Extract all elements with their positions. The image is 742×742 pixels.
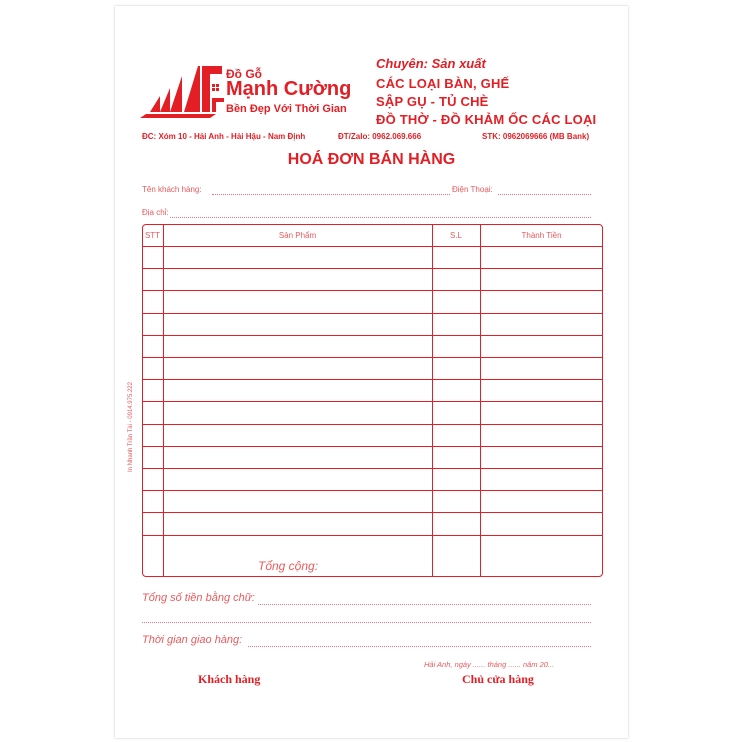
amount-in-words-field[interactable] bbox=[258, 604, 591, 605]
house-building-logo-icon bbox=[140, 62, 240, 122]
table-row-divider bbox=[142, 424, 603, 425]
table-row-divider bbox=[142, 401, 603, 402]
specialty-heading: Chuyên: Sản xuất bbox=[376, 56, 486, 71]
customer-signature-label: Khách hàng bbox=[198, 672, 261, 686]
table-row-divider bbox=[142, 335, 603, 336]
table-row-divider bbox=[142, 290, 603, 291]
invoice-title: HOÁ ĐƠN BÁN HÀNG bbox=[287, 151, 456, 168]
delivery-time-label: Thời gian giao hàng: bbox=[142, 634, 243, 646]
specialty-line: SẬP GỤ - TỦ CHÈ bbox=[376, 94, 489, 109]
customer-phone-label: Điện Thoại: bbox=[452, 185, 493, 194]
customer-address-label: Địa chỉ: bbox=[142, 208, 169, 217]
header-quantity: S.L bbox=[449, 231, 462, 240]
table-row-divider bbox=[142, 379, 603, 380]
customer-address-field[interactable] bbox=[170, 217, 591, 218]
header-stt: STT bbox=[144, 231, 161, 240]
table-row-divider bbox=[142, 468, 603, 469]
table-row-divider bbox=[142, 246, 603, 247]
amount-in-words-field-continued[interactable] bbox=[142, 622, 591, 623]
table-row-divider bbox=[142, 268, 603, 269]
total-label: Tổng cộng: bbox=[258, 559, 319, 573]
customer-name-field[interactable] bbox=[212, 194, 450, 195]
shop-bank-account: STK: 0962069666 (MB Bank) bbox=[482, 132, 590, 141]
specialty-line: CÁC LOẠI BÀN, GHẾ bbox=[376, 76, 510, 91]
brand-name: Mạnh Cường bbox=[226, 78, 352, 100]
amount-in-words-label: Tổng số tiền bằng chữ: bbox=[142, 592, 255, 604]
delivery-time-field[interactable] bbox=[248, 646, 591, 647]
table-row-divider bbox=[142, 357, 603, 358]
table-row-divider bbox=[142, 512, 603, 513]
header-amount: Thành Tiền bbox=[521, 231, 562, 240]
customer-name-label: Tên khách hàng: bbox=[142, 185, 202, 194]
brand-slogan: Bền Đẹp Với Thời Gian bbox=[226, 103, 347, 115]
date-line: Hải Anh, ngày ...... tháng ...... năm 20... bbox=[424, 660, 555, 669]
customer-phone-field[interactable] bbox=[498, 194, 591, 195]
shop-phone: ĐT/Zalo: 0962.069.666 bbox=[338, 132, 422, 141]
table-row-divider bbox=[142, 446, 603, 447]
specialty-line: ĐỒ THỜ - ĐỒ KHẢM ỐC CÁC LOẠI bbox=[376, 112, 597, 127]
owner-signature-label: Chủ cửa hàng bbox=[462, 672, 534, 686]
table-row-divider bbox=[142, 313, 603, 314]
header-product: Sản Phẩm bbox=[278, 231, 317, 240]
printer-note: In Nhanh Trần Tài - 0914.975.222 bbox=[128, 382, 134, 472]
table-row-divider bbox=[142, 490, 603, 491]
shop-address: ĐC: Xóm 10 - Hải Anh - Hải Hậu - Nam Định bbox=[142, 132, 306, 141]
brand-prefix: Đồ Gỗ bbox=[226, 67, 262, 81]
table-row-divider bbox=[142, 535, 603, 536]
